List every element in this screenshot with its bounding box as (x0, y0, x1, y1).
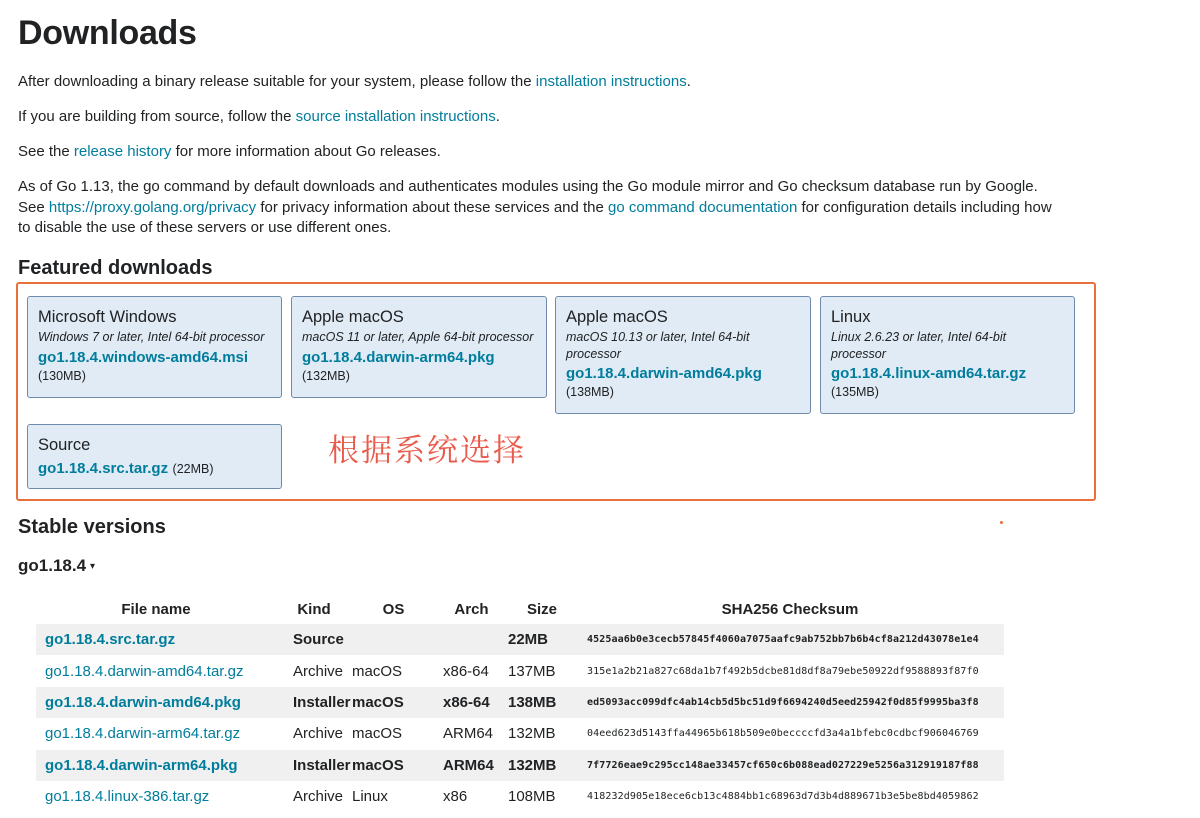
card-file-size: (132MB) (302, 368, 350, 383)
arch-cell (435, 624, 508, 655)
arch-cell: ARM64 (443, 725, 494, 743)
file-name-cell (36, 718, 276, 749)
checksum-cell: 04eed623d5143ffa44965b618b509e0beccccfd3a4a1bfebc0cdbcf906046769 (587, 728, 979, 740)
column-header-os: OS (382, 600, 405, 618)
table-row (36, 655, 1004, 686)
table-row (36, 624, 1004, 655)
arch-cell: ARM64 (435, 750, 508, 781)
card-file-link[interactable]: go1.18.4.darwin-amd64.pkg (566, 365, 762, 382)
arch-cell: x86-64 (435, 687, 508, 718)
intro-text: . (686, 73, 691, 90)
source-installation-instructions-link[interactable]: source installation instructions (295, 108, 496, 125)
checksum-cell: 4525aa6b0e3cecb57845f4060a7075aafc9ab752bb7b6b4cf8a212d43078e1e4 (576, 624, 1004, 655)
file-name-cell (36, 624, 276, 655)
card-requirements: Windows 7 or later, Intel 64-bit processor (38, 330, 265, 344)
table-row (36, 750, 1004, 781)
checksum-cell: 7f7726eae9c295cc148ae33457cf650c6b088ead027229e5256a312919187f88 (576, 750, 1004, 781)
checksum-cell: ed5093acc099dfc4ab14cb5d5bc51d9f6694240d5eed25942f0d85f9995ba3f8 (576, 687, 1004, 718)
card-os-name: Source (38, 436, 91, 454)
size-cell: 138MB (508, 687, 576, 718)
caret-down-icon: ▾ (90, 561, 96, 572)
column-header-arch: Arch (454, 600, 489, 618)
file-download-link[interactable]: go1.18.4.src.tar.gz (45, 631, 176, 649)
file-name-cell (36, 655, 276, 686)
kind-cell: Installer (276, 687, 352, 718)
stable-versions-heading: Stable versions (18, 516, 166, 538)
os-cell (352, 624, 435, 655)
checksum-cell: 315e1a2b21a827c68da1b7f492b5dcbe81d8df8a79ebe50922df9588893f87f0 (587, 665, 979, 677)
card-requirements: macOS 11 or later, Apple 64-bit processor (302, 330, 534, 344)
proxy-privacy-link[interactable]: https://proxy.golang.org/privacy (48, 198, 257, 216)
page-title: Downloads (18, 14, 197, 52)
table-row (36, 718, 1004, 749)
featured-downloads-heading: Featured downloads (18, 257, 213, 279)
downloads-table (36, 594, 1004, 812)
card-os-name: Apple macOS (302, 308, 404, 326)
kind-cell: Archive (293, 788, 344, 806)
os-cell: macOS (352, 687, 435, 718)
intro-text: for privacy information about these services and the (256, 198, 609, 216)
handwritten-annotation: 根据系统选择 (328, 433, 526, 469)
kind-cell: Archive (293, 725, 344, 743)
card-file-row (38, 459, 271, 478)
size-cell: 132MB (508, 750, 576, 781)
file-name-cell (36, 687, 276, 718)
os-cell: macOS (352, 662, 403, 680)
card-os-name: Microsoft Windows (38, 308, 177, 326)
file-download-link[interactable]: go1.18.4.darwin-amd64.tar.gz (45, 662, 244, 680)
intro-paragraph-4 (18, 177, 1058, 239)
card-file-size: (135MB) (831, 385, 879, 399)
size-cell: 22MB (508, 624, 576, 655)
card-file-link[interactable]: go1.18.4.src.tar.gz (38, 460, 169, 477)
version-toggle[interactable] (18, 556, 95, 576)
intro-paragraph-1 (18, 72, 1058, 93)
column-header-file-name: File name (121, 600, 191, 618)
table-row (36, 781, 1004, 812)
featured-card-macos-arm[interactable] (291, 296, 547, 398)
os-cell: Linux (352, 788, 388, 806)
file-download-link[interactable]: go1.18.4.darwin-arm64.pkg (45, 756, 238, 774)
card-requirements: Linux 2.6.23 or later, Intel 64-bit processor (831, 330, 1007, 361)
size-cell: 137MB (508, 662, 556, 680)
intro-text: As of Go 1.13, the go command by default downloads and authenticates modules using the Go module mirror and Go checksum database run by Google. See (18, 178, 1038, 216)
intro-text: for configuration details including how to disable the use of these servers or use different ones. (18, 198, 1052, 236)
size-cell: 108MB (508, 788, 556, 806)
featured-card-source[interactable] (27, 424, 282, 489)
featured-card-windows[interactable] (27, 296, 282, 398)
card-file-link[interactable]: go1.18.4.windows-amd64.msi (38, 348, 249, 366)
intro-paragraph-2 (18, 107, 1058, 128)
kind-cell: Installer (276, 750, 352, 781)
installation-instructions-link[interactable]: installation instructions (535, 73, 687, 90)
table-row (36, 687, 1004, 718)
card-os-name: Linux (831, 308, 871, 326)
kind-cell: Source (276, 624, 352, 655)
featured-card-macos-intel[interactable] (555, 296, 811, 414)
arch-cell: x86 (443, 788, 468, 806)
version-label: go1.18.4 (18, 556, 87, 575)
annotation-dot (1000, 521, 1003, 524)
card-file-link[interactable]: go1.18.4.linux-amd64.tar.gz (831, 365, 1027, 382)
intro-paragraph-3 (18, 142, 1058, 163)
card-file-size: (138MB) (566, 385, 614, 399)
file-name-cell (36, 781, 276, 812)
os-cell: macOS (352, 750, 435, 781)
column-header-size: Size (526, 600, 557, 618)
release-history-link[interactable]: release history (73, 143, 172, 160)
column-header-sha256: SHA256 Checksum (721, 600, 859, 618)
card-os-name: Apple macOS (566, 308, 668, 326)
intro-text: If you are building from source, follow the (18, 108, 296, 125)
intro-text: After downloading a binary release suitable for your system, please follow the (18, 73, 536, 90)
table-header-row (36, 594, 1004, 624)
arch-cell: x86-64 (443, 662, 489, 680)
checksum-cell: 418232d905e18ece6cb13c4884bb1c68963d7d3b4d889671b3e5be8bd4059862 (587, 791, 979, 803)
column-header-kind: Kind (297, 600, 331, 618)
kind-cell: Archive (293, 662, 344, 680)
file-download-link[interactable]: go1.18.4.darwin-arm64.tar.gz (45, 725, 241, 743)
card-file-size: (22MB) (172, 462, 214, 476)
intro-text: See the (18, 143, 74, 160)
intro-text: for more information about Go releases. (171, 143, 441, 160)
card-file-link[interactable]: go1.18.4.darwin-arm64.pkg (302, 348, 495, 366)
size-cell: 132MB (508, 725, 556, 743)
file-download-link[interactable]: go1.18.4.darwin-amd64.pkg (45, 693, 241, 711)
card-requirements: macOS 10.13 or later, Intel 64-bit processor (566, 330, 750, 361)
featured-card-linux[interactable] (820, 296, 1075, 414)
intro-text: . (495, 108, 500, 125)
card-file-size: (130MB) (38, 368, 86, 383)
os-cell: macOS (352, 725, 403, 743)
go-command-documentation-link[interactable]: go command documentation (608, 198, 798, 216)
file-download-link[interactable]: go1.18.4.linux-386.tar.gz (45, 788, 210, 806)
file-name-cell (36, 750, 276, 781)
